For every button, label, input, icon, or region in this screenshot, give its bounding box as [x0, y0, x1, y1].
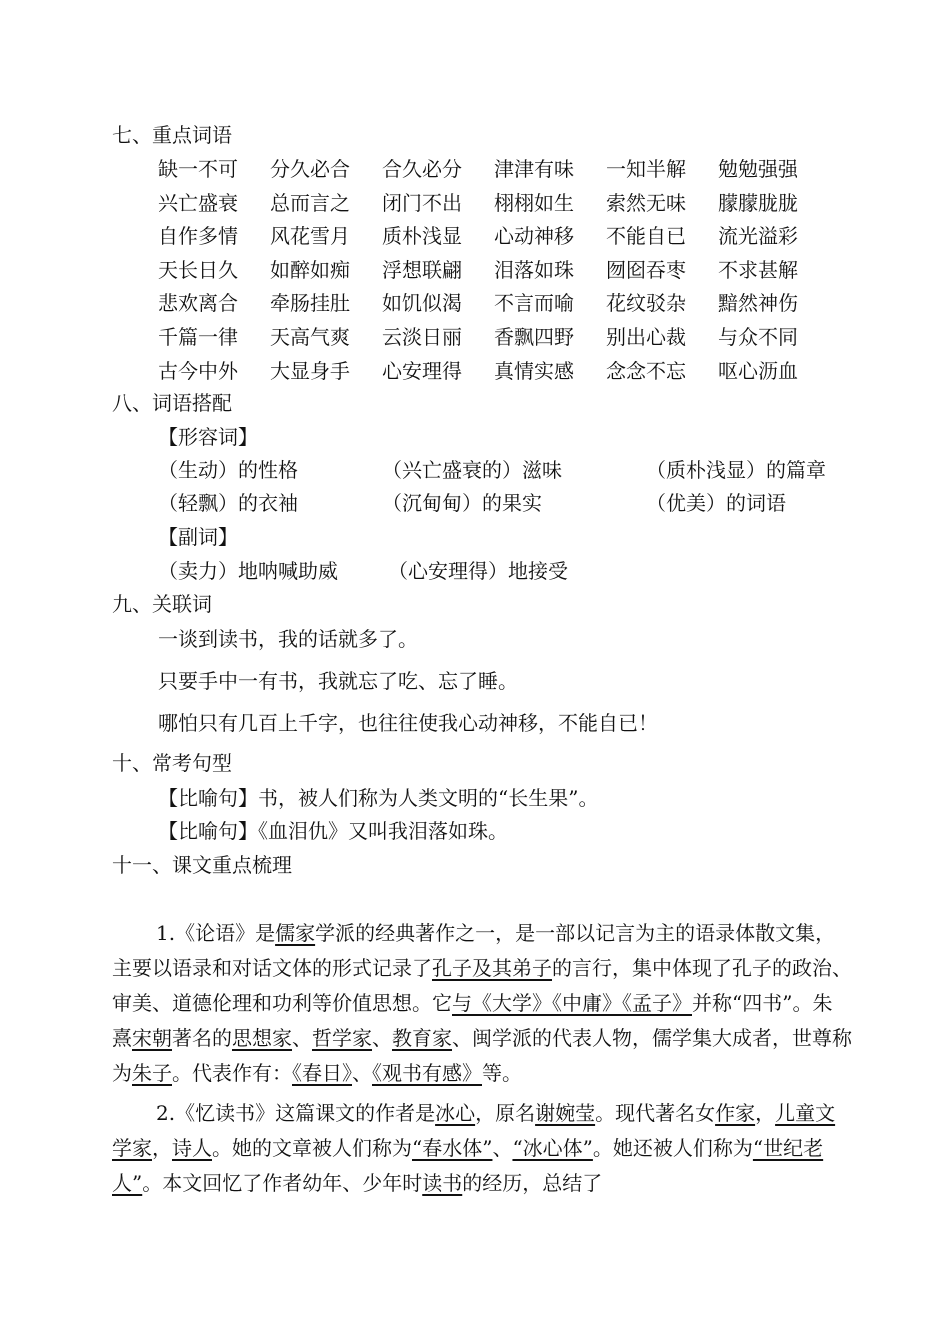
- vocab-word: 天长日久: [158, 257, 238, 282]
- vocab-word: 大显身手: [270, 358, 350, 383]
- vocab-word: 索然无味: [606, 190, 686, 215]
- key-point-paragraph-1: [112, 916, 852, 1091]
- vocab-word: 闭门不出: [382, 190, 462, 215]
- vocab-word: 云淡日丽: [382, 325, 462, 349]
- conjunction-sentence-3: 哪怕只有几百上千字，也往往使我心动神移，不能自已！: [158, 711, 658, 735]
- collocation-item: （生动）的性格: [158, 458, 298, 482]
- vocab-word: 勉勉强强: [718, 157, 798, 181]
- vocab-word: 自作多情: [158, 224, 238, 249]
- text: 。她还被人们称为: [592, 1136, 753, 1160]
- sentence-pattern-2: [158, 817, 508, 845]
- vocab-word: 分久必合: [270, 157, 350, 181]
- underlined-answer: 朱子: [132, 1061, 172, 1085]
- section9-heading: 九、关联词: [112, 592, 212, 616]
- underlined-answer: 宋朝: [132, 1026, 172, 1050]
- text: 2.《忆读书》这篇课文的作者是: [156, 1101, 436, 1125]
- underlined-answer: 诗人: [172, 1136, 212, 1160]
- vocab-word: 风花雪月: [270, 224, 350, 249]
- collocation-item: （轻飘）的衣袖: [158, 491, 298, 515]
- text: 、: [492, 1136, 513, 1160]
- section8-heading: 八、词语搭配: [112, 391, 232, 415]
- text: 。本文回忆了作者幼年、少年时: [142, 1171, 423, 1195]
- key-point-paragraph-2: [112, 1096, 852, 1201]
- section7-heading: 七、重点词语: [112, 123, 232, 147]
- underlined-answer: 教育家: [392, 1026, 452, 1050]
- collocation-item: （优美）的词语: [646, 491, 786, 515]
- vocab-word: 流光溢彩: [718, 224, 798, 249]
- sentence-pattern-tag: 【比喻句】: [158, 786, 258, 810]
- text: 、: [372, 1026, 392, 1050]
- underlined-answer: 与《大学》《中庸》《孟子》: [452, 991, 692, 1015]
- underlined-answer: 哲学家: [312, 1026, 372, 1050]
- vocab-word: 天高气爽: [270, 325, 350, 349]
- underlined-answer: 作家: [715, 1101, 756, 1125]
- underlined-answer: 孔子及其弟子: [432, 956, 552, 980]
- collocation-item: （卖力）地呐喊助威: [158, 559, 338, 583]
- vocab-word: 念念不忘: [606, 358, 686, 383]
- vocab-word: 浮想联翩: [382, 257, 462, 282]
- vocab-word: 质朴浅显: [382, 224, 462, 249]
- collocation-item: （沉甸甸）的果实: [382, 491, 542, 515]
- collocation-item: （质朴浅显）的篇章: [646, 458, 826, 482]
- text: 。现代著名女: [595, 1101, 716, 1125]
- sentence-pattern-1: [158, 784, 598, 812]
- text: ，: [152, 1136, 172, 1160]
- text: 著名的: [172, 1026, 232, 1050]
- underlined-answer: 儒家: [275, 921, 316, 945]
- vocab-word: 如醉如痴: [270, 257, 350, 282]
- underlined-answer: 冰心: [435, 1101, 476, 1125]
- sentence-pattern-text: 书，被人们称为人类文明的“长生果”。: [258, 786, 599, 810]
- adjective-label: 【形容词】: [158, 425, 258, 449]
- section11-heading: 十一、课文重点梳理: [112, 853, 292, 877]
- vocab-word: 别出心裁: [606, 325, 686, 349]
- underlined-answer: “冰心体”: [512, 1136, 593, 1160]
- vocab-word: 一知半解: [606, 157, 686, 181]
- text: 的经历，总结了: [462, 1171, 603, 1195]
- vocab-word: 真情实感: [494, 358, 574, 383]
- text: 1.《论语》是: [156, 921, 276, 945]
- text: 、: [352, 1061, 372, 1085]
- vocab-word: 如饥似渴: [382, 291, 462, 316]
- conjunction-sentence-1: 一谈到读书，我的话就多了。: [158, 627, 418, 651]
- text: 并称“四书”。朱熹: [112, 991, 833, 1050]
- adverb-label: 【副词】: [158, 525, 238, 549]
- text: ，原名: [475, 1101, 536, 1125]
- vocab-word: 缺一不可: [158, 157, 238, 181]
- underlined-answer: “世纪老人”: [112, 1136, 824, 1195]
- vocab-word: 不能自已: [606, 224, 686, 249]
- sentence-pattern-text: 《血泪仇》又叫我泪落如珠。: [258, 819, 508, 843]
- vocab-word: 牵肠挂肚: [270, 291, 350, 316]
- text: 学派的经典著作之一，是一部以记言为主的语录体散文集，主要以语录和对话文体的形式记录了: [112, 921, 836, 980]
- text: 。代表作有：: [172, 1061, 292, 1085]
- underlined-answer: 《观书有感》: [372, 1061, 482, 1085]
- conjunction-sentence-2: 只要手中一有书，我就忘了吃、忘了睡。: [158, 669, 518, 693]
- vocab-word: 津津有味: [494, 157, 574, 181]
- collocation-item: （兴亡盛衰的）滋味: [382, 458, 562, 482]
- vocab-word: 心动神移: [494, 224, 574, 249]
- vocab-word: 香飘四野: [494, 325, 574, 349]
- collocation-item: （心安理得）地接受: [388, 559, 568, 583]
- text: 、: [292, 1026, 312, 1050]
- vocab-word: 与众不同: [718, 325, 798, 349]
- vocab-word: 悲欢离合: [158, 291, 238, 316]
- vocab-word: 不求甚解: [718, 257, 798, 282]
- vocab-word: 朦朦胧胧: [718, 190, 798, 215]
- text: 的言行，集中体现了孔子的政治、审美、道德伦理和功利等价值思想。它: [112, 956, 852, 1015]
- vocab-word: 古今中外: [158, 358, 238, 383]
- vocab-word: 合久必分: [382, 157, 462, 181]
- vocab-word: 囫囵吞枣: [606, 257, 686, 282]
- text: 、闽学派的代表人物，儒学集大成者，世尊称为: [112, 1026, 852, 1085]
- text: 。她的文章被人们称为: [212, 1136, 412, 1160]
- section10-heading: 十、常考句型: [112, 751, 232, 775]
- vocab-word: 黯然神伤: [718, 291, 798, 316]
- text: ，: [755, 1101, 776, 1125]
- sentence-pattern-tag: 【比喻句】: [158, 819, 258, 843]
- vocab-word: 总而言之: [270, 190, 350, 215]
- vocab-word: 栩栩如生: [494, 190, 574, 215]
- vocab-word: 不言而喻: [494, 291, 574, 316]
- underlined-answer: 读书: [422, 1171, 463, 1195]
- vocab-word: 泪落如珠: [494, 257, 574, 282]
- vocab-word: 兴亡盛衰: [158, 190, 238, 215]
- underlined-answer: 《春日》: [292, 1061, 352, 1085]
- vocab-word: 千篇一律: [158, 325, 238, 349]
- underlined-answer: 思想家: [232, 1026, 292, 1050]
- underlined-answer: “春水体”: [412, 1136, 493, 1160]
- vocab-word: 花纹驳杂: [606, 291, 686, 316]
- vocab-word: 心安理得: [382, 358, 462, 383]
- underlined-answer: 谢婉莹: [535, 1101, 596, 1125]
- underlined-answer: 儿童文学家: [112, 1101, 836, 1160]
- vocab-word: 呕心沥血: [718, 358, 798, 383]
- text: 等。: [482, 1061, 522, 1085]
